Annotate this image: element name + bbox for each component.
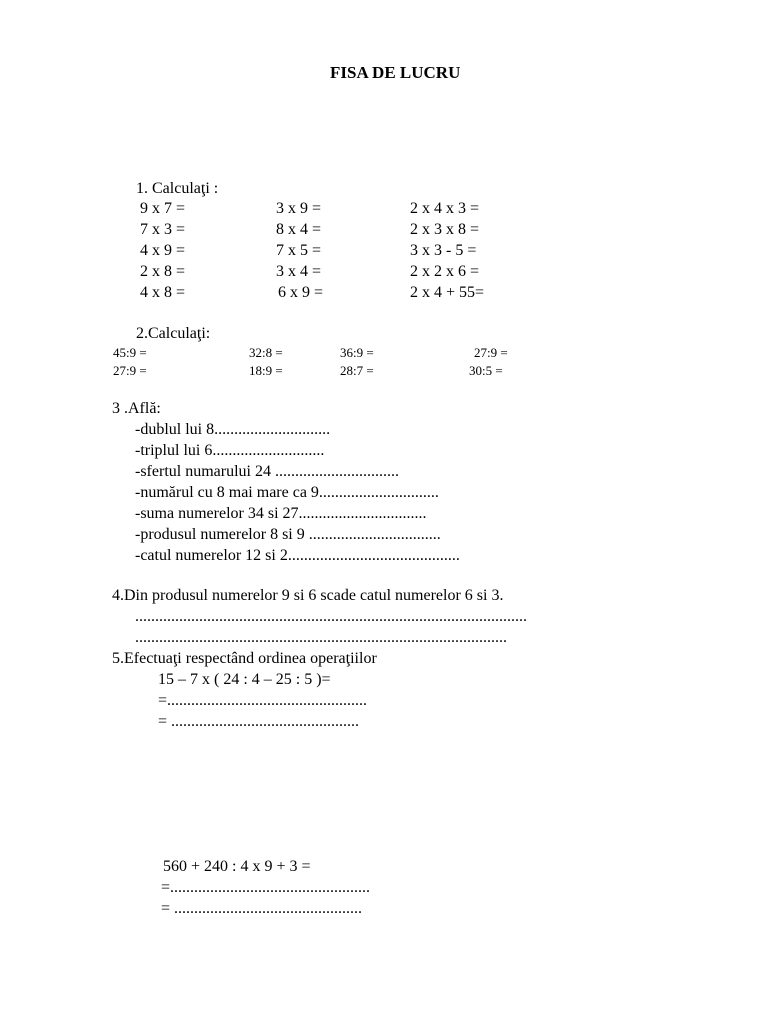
ex5-expression: 15 – 7 x ( 24 : 4 – 25 : 5 )= <box>158 671 331 688</box>
ex1-col2-item: 3 x 9 = <box>276 200 322 217</box>
ex4-answer-line: ............................................................................................. <box>135 629 507 646</box>
ex2-item: 30:5 = <box>469 363 503 378</box>
ex3-item: -suma numerelor 34 si 27................................ <box>135 505 427 522</box>
ex3-item: -produsul numerelor 8 si 9 ................................. <box>135 526 441 543</box>
ex1-col1-item: 4 x 9 = <box>140 242 186 259</box>
ex1-col3-item: 3 x 3 - 5 = <box>410 242 477 259</box>
ex2-item: 18:9 = <box>249 363 283 378</box>
ex1-col1-item: 7 x 3 = <box>140 221 186 238</box>
ex5-answer-line: =.................................................. <box>161 879 371 896</box>
ex3-heading: 3 .Află: <box>112 400 161 417</box>
ex2-item: 27:9 = <box>113 363 147 378</box>
ex1-col3-item: 2 x 3 x 8 = <box>410 221 480 238</box>
ex1-col1-item: 9 x 7 = <box>140 200 186 217</box>
ex1-col3-item: 2 x 2 x 6 = <box>410 263 480 280</box>
ex5-expression: 560 + 240 : 4 x 9 + 3 = <box>163 858 311 875</box>
ex3-item: -sfertul numarului 24 ............................... <box>135 463 399 480</box>
ex2-heading: 2.Calculaţi: <box>136 325 211 342</box>
ex1-col2-item: 7 x 5 = <box>276 242 322 259</box>
ex1-col2-item: 8 x 4 = <box>276 221 322 238</box>
ex5-answer-line: = ............................................... <box>161 900 363 917</box>
ex1-col3-item: 2 x 4 + 55= <box>410 284 485 301</box>
ex2-item: 45:9 = <box>113 345 147 360</box>
page-title: FISA DE LUCRU <box>330 63 461 82</box>
ex1-heading: 1. Calculaţi : <box>136 180 219 197</box>
ex1-col1-item: 4 x 8 = <box>140 284 186 301</box>
ex3-item: -numărul cu 8 mai mare ca 9.............................. <box>135 484 439 501</box>
ex4-heading: 4.Din produsul numerelor 9 si 6 scade catul numerelor 6 si 3. <box>112 587 504 604</box>
ex1-col1-item: 2 x 8 = <box>140 263 186 280</box>
ex2-item: 32:8 = <box>249 345 283 360</box>
ex4-answer-line: .................................................................................................. <box>135 608 527 625</box>
ex1-col3-item: 2 x 4 x 3 = <box>410 200 480 217</box>
ex2-item: 36:9 = <box>340 345 374 360</box>
ex5-answer-line: =.................................................. <box>158 692 368 709</box>
ex1-col2-item: 3 x 4 = <box>276 263 322 280</box>
ex5-answer-line: = ............................................... <box>158 713 360 730</box>
ex1-col2-item: 6 x 9 = <box>278 284 324 301</box>
ex2-item: 28:7 = <box>340 363 374 378</box>
ex2-item: 27:9 = <box>474 345 508 360</box>
ex5-heading: 5.Efectuaţi respectând ordinea operaţiilor <box>112 650 377 667</box>
ex3-item: -dublul lui 8............................. <box>135 421 331 438</box>
ex3-item: -catul numerelor 12 si 2........................................... <box>135 547 460 564</box>
ex3-item: -triplul lui 6............................ <box>135 442 325 459</box>
